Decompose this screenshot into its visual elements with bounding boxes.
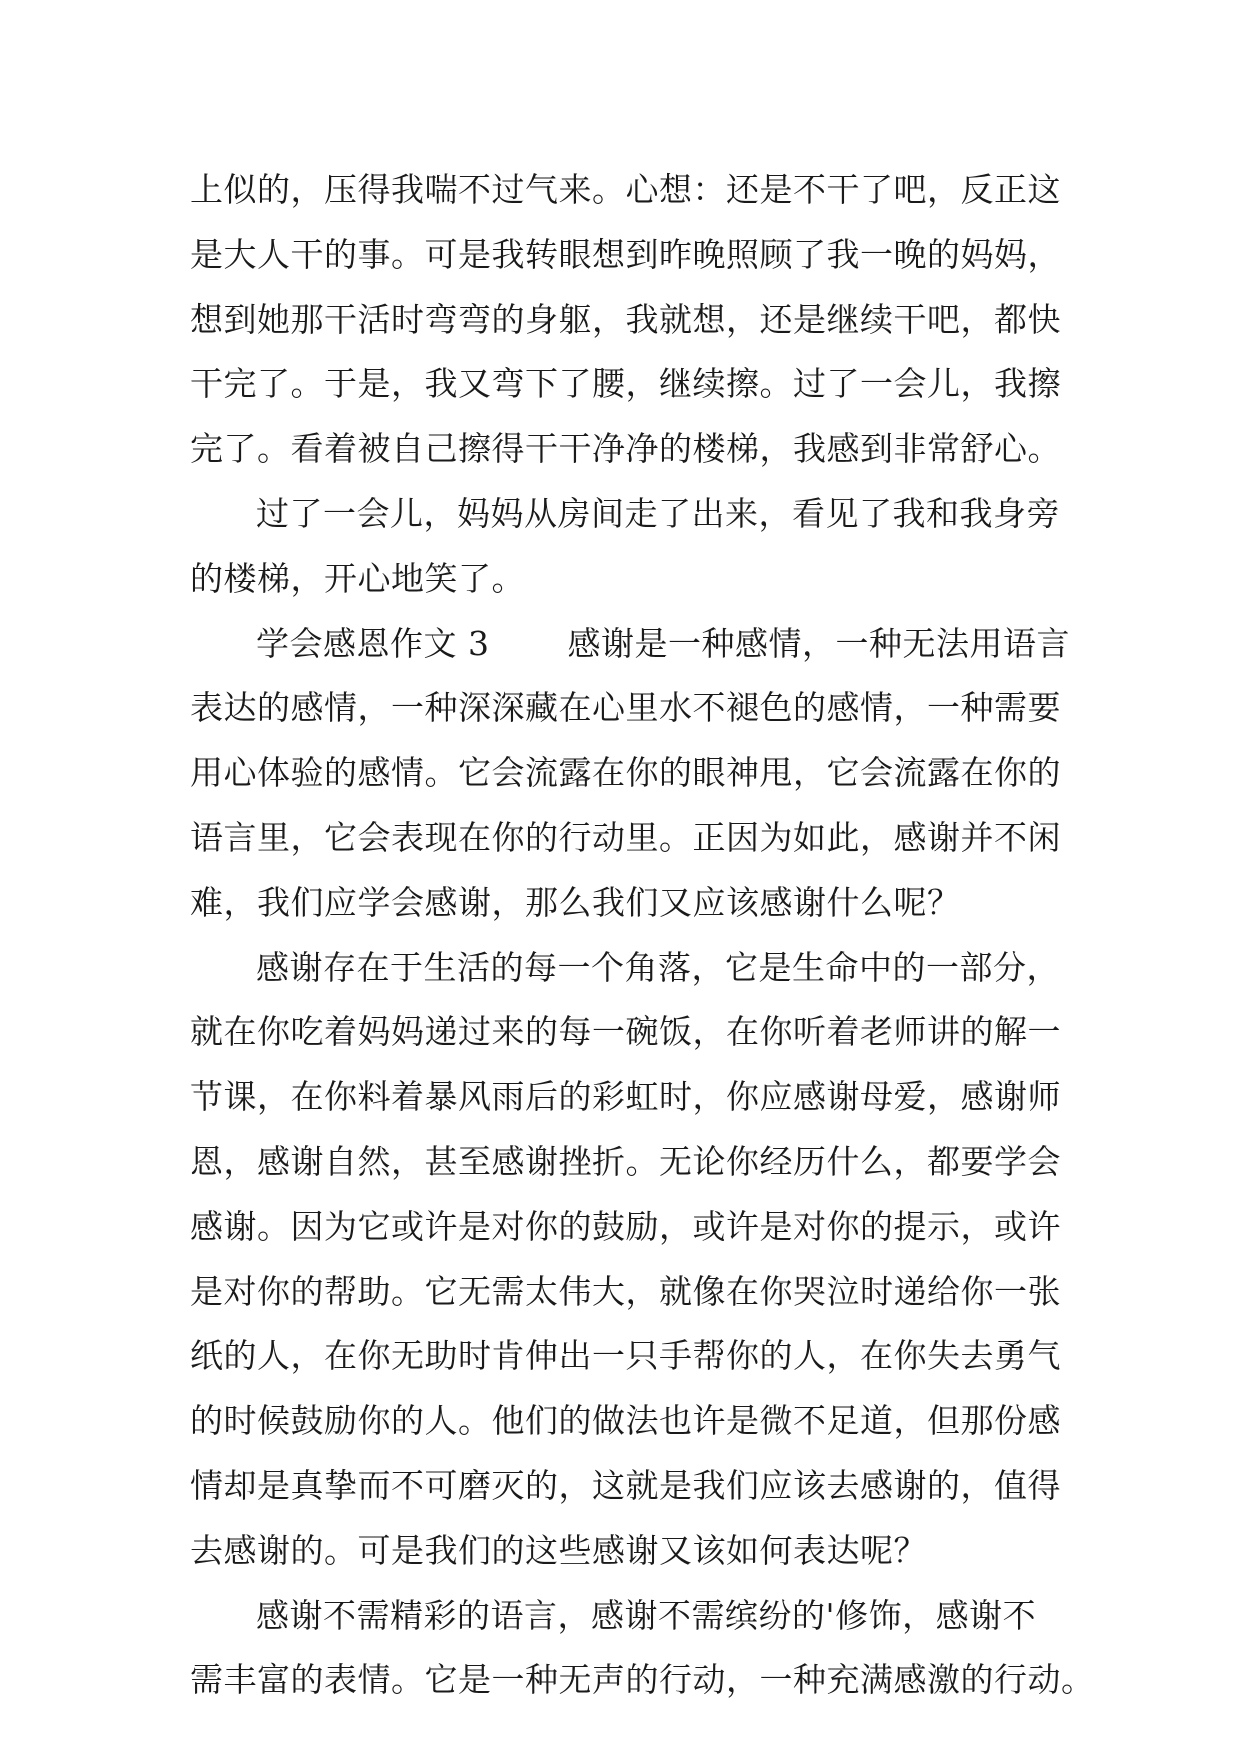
essay-body [190,158,1095,1713]
text-line: 是对你的帮助。它无需太伟大，就像在你哭泣时递给你一张 [190,1271,1061,1311]
text-line: 上似的，压得我喘不过气来。心想：还是不干了吧，反正这 [190,170,1061,209]
text-line: 纸的人，在你无助时肯伸出一只手帮你的人，在你失去勇气 [190,1336,1061,1376]
text-line: 感谢不需精彩的语言，感谢不需缤纷的'修饰，感谢不 [256,1595,1037,1635]
text-line: 需丰富的表情。它是一种无声的行动，一种充满感激的行动。 [190,1660,1095,1700]
text-line: 的时候鼓励你的人。他们的做法也许是微不足道，但那份感 [190,1401,1061,1441]
text-line: 用心体验的感情。它会流露在你的眼神甩，它会流露在你的 [190,753,1061,793]
text-line: 语言里，它会表现在你的行动里。正因为如此，感谢并不闲 [190,817,1061,857]
text-line: 的楼梯，开心地笑了。 [190,558,525,598]
text-line: 情却是真挚而不可磨灭的，这就是我们应该去感谢的，值得 [190,1465,1061,1505]
text-line: 感谢存在于生活的每一个角落，它是生命中的一部分， [256,947,1060,987]
text-line: 感谢。因为它或许是对你的鼓励，或许是对你的提示，或许 [190,1206,1061,1246]
text-line: 难，我们应学会感谢，那么我们又应该感谢什么呢？ [190,882,961,922]
text-line: 完了。看着被自己擦得干干净净的楼梯，我感到非常舒心。 [190,429,1061,469]
text-line: 过了一会儿，妈妈从房间走了出来，看见了我和我身旁 [256,493,1060,533]
text-line: 去感谢的。可是我们的这些感谢又该如何表达呢？ [190,1530,927,1570]
text-line: 表达的感情，一种深深藏在心里水不褪色的感情，一种需要 [190,688,1061,728]
text-line: 想到她那干活时弯弯的身躯，我就想，还是继续干吧，都快 [190,299,1061,339]
text-line: 节课，在你料着暴风雨后的彩虹时，你应感谢母爱，感谢师 [190,1077,1061,1117]
text-line: 干完了。于是，我又弯下了腰，继续擦。过了一会儿，我擦 [190,364,1061,404]
text-line: 是大人干的事。可是我转眼想到昨晚照顾了我一晚的妈妈， [190,234,1061,274]
text-line: 就在你吃着妈妈递过来的每一碗饭，在你听着老师讲的解一 [190,1012,1061,1052]
text-line: 学会感恩作文 3 感谢是一种感情，一种无法用语言 [256,623,1070,663]
text-line: 恩，感谢自然，甚至感谢挫折。无论你经历什么，都要学会 [190,1141,1061,1181]
